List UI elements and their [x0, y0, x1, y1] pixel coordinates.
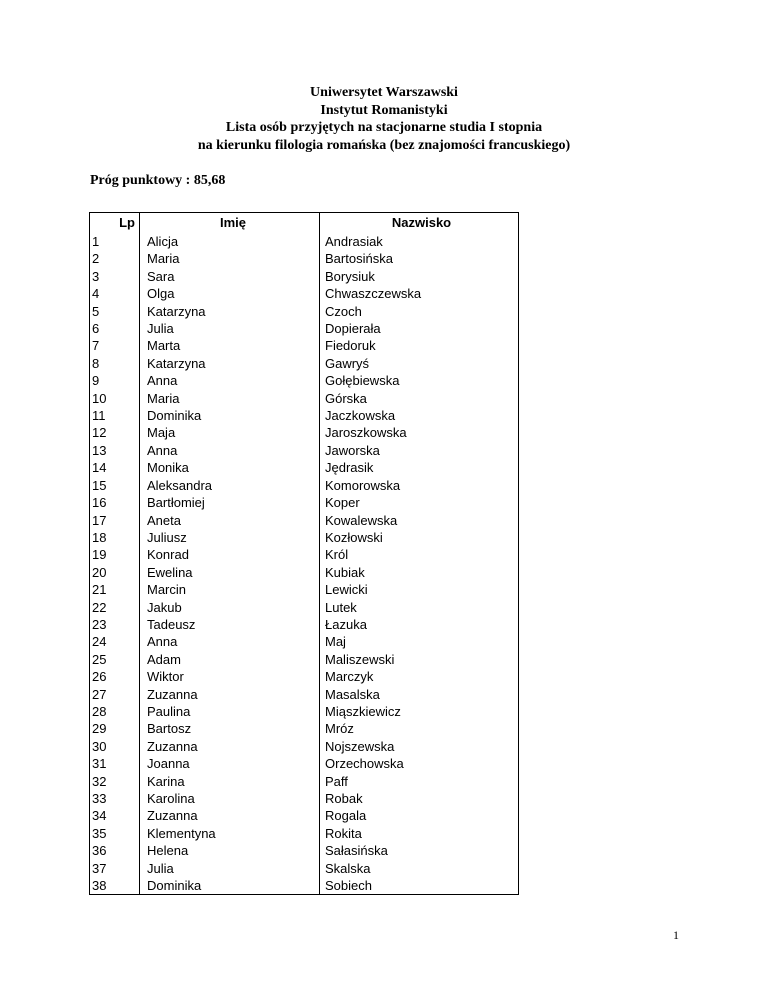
last-name: Fiedoruk: [320, 337, 519, 354]
first-name: Monika: [140, 459, 320, 476]
row-number: 10: [90, 390, 140, 407]
last-name: Masalska: [320, 686, 519, 703]
last-name: Czoch: [320, 303, 519, 320]
table-row: [90, 512, 519, 529]
table-row: [90, 877, 519, 895]
last-name: Chwaszczewska: [320, 285, 519, 302]
first-name: Maria: [140, 390, 320, 407]
admitted-students-table: [89, 212, 519, 895]
first-name: Marta: [140, 337, 320, 354]
table-row: [90, 459, 519, 476]
row-number: 28: [90, 703, 140, 720]
first-name: Adam: [140, 651, 320, 668]
last-name: Jaroszkowska: [320, 424, 519, 441]
last-name: Bartosińska: [320, 250, 519, 267]
first-name: Karolina: [140, 790, 320, 807]
row-number: 20: [90, 564, 140, 581]
last-name: Kozłowski: [320, 529, 519, 546]
row-number: 17: [90, 512, 140, 529]
row-number: 11: [90, 407, 140, 424]
row-number: 36: [90, 842, 140, 859]
table-header-row: [90, 213, 519, 234]
last-name: Nojszewska: [320, 738, 519, 755]
row-number: 29: [90, 720, 140, 737]
last-name: Miąszkiewicz: [320, 703, 519, 720]
first-name: Anna: [140, 633, 320, 650]
table-row: [90, 442, 519, 459]
university-name: Uniwersytet Warszawski: [310, 85, 458, 100]
row-number: 22: [90, 599, 140, 616]
table-row: [90, 668, 519, 685]
last-name: Marczyk: [320, 668, 519, 685]
first-name: Tadeusz: [140, 616, 320, 633]
first-name: Jakub: [140, 599, 320, 616]
table-row: [90, 860, 519, 877]
table-row: [90, 651, 519, 668]
first-name: Julia: [140, 860, 320, 877]
table-row: [90, 494, 519, 511]
first-name: Anna: [140, 442, 320, 459]
score-threshold: Próg punktowy : 85,68: [90, 173, 226, 188]
first-name: Katarzyna: [140, 303, 320, 320]
last-name: Andrasiak: [320, 233, 519, 250]
table-row: [90, 250, 519, 267]
table-row: [90, 337, 519, 354]
row-number: 24: [90, 633, 140, 650]
row-number: 1: [90, 233, 140, 250]
last-name: Rokita: [320, 825, 519, 842]
last-name: Rogala: [320, 807, 519, 824]
row-number: 37: [90, 860, 140, 877]
first-name: Bartosz: [140, 720, 320, 737]
table-row: [90, 790, 519, 807]
last-name: Kubiak: [320, 564, 519, 581]
last-name: Jędrasik: [320, 459, 519, 476]
table-row: [90, 233, 519, 250]
first-name: Aneta: [140, 512, 320, 529]
first-name: Zuzanna: [140, 686, 320, 703]
row-number: 4: [90, 285, 140, 302]
last-name: Gołębiewska: [320, 372, 519, 389]
table-row: [90, 807, 519, 824]
list-subtitle: na kierunku filologia romańska (bez znajomości francuskiego): [197, 137, 571, 153]
table-row: [90, 686, 519, 703]
row-number: 8: [90, 355, 140, 372]
table-row: [90, 581, 519, 598]
first-name: Joanna: [140, 755, 320, 772]
last-name: Lewicki: [320, 581, 519, 598]
first-name: Juliusz: [140, 529, 320, 546]
row-number: 18: [90, 529, 140, 546]
last-name: Sałasińska: [320, 842, 519, 859]
first-name: Dominika: [140, 407, 320, 424]
row-number: 32: [90, 773, 140, 790]
last-name: Dopierała: [320, 320, 519, 337]
table-row: [90, 633, 519, 650]
first-name: Maja: [140, 424, 320, 441]
table-row: [90, 529, 519, 546]
list-title: Lista osób przyjętych na stacjonarne studia I stopnia: [225, 120, 543, 135]
last-name: Komorowska: [320, 477, 519, 494]
page-number: 1: [673, 928, 679, 942]
table-row: [90, 773, 519, 790]
column-header-last-name: Nazwisko: [320, 213, 519, 234]
table-row: [90, 424, 519, 441]
table-row: [90, 372, 519, 389]
last-name: Lutek: [320, 599, 519, 616]
row-number: 12: [90, 424, 140, 441]
table-row: [90, 546, 519, 563]
row-number: 5: [90, 303, 140, 320]
table-row: [90, 303, 519, 320]
institute-name: Instytut Romanistyki: [320, 102, 448, 118]
first-name: Olga: [140, 285, 320, 302]
table-row: [90, 564, 519, 581]
table-row: [90, 285, 519, 302]
row-number: 27: [90, 686, 140, 703]
document-header: [0, 84, 768, 154]
row-number: 34: [90, 807, 140, 824]
table-row: [90, 407, 519, 424]
row-number: 15: [90, 477, 140, 494]
row-number: 31: [90, 755, 140, 772]
table-row: [90, 616, 519, 633]
last-name: Jaworska: [320, 442, 519, 459]
row-number: 2: [90, 250, 140, 267]
table-row: [90, 755, 519, 772]
last-name: Górska: [320, 390, 519, 407]
row-number: 21: [90, 581, 140, 598]
last-name: Kowalewska: [320, 512, 519, 529]
row-number: 14: [90, 459, 140, 476]
first-name: Klementyna: [140, 825, 320, 842]
first-name: Julia: [140, 320, 320, 337]
first-name: Paulina: [140, 703, 320, 720]
last-name: Mróz: [320, 720, 519, 737]
table-row: [90, 842, 519, 859]
table-row: [90, 268, 519, 285]
first-name: Helena: [140, 842, 320, 859]
last-name: Maliszewski: [320, 651, 519, 668]
row-number: 33: [90, 790, 140, 807]
row-number: 35: [90, 825, 140, 842]
row-number: 26: [90, 668, 140, 685]
last-name: Król: [320, 546, 519, 563]
table-row: [90, 390, 519, 407]
last-name: Paff: [320, 773, 519, 790]
row-number: 9: [90, 372, 140, 389]
column-header-first-name: Imię: [140, 213, 320, 234]
table-row: [90, 720, 519, 737]
last-name: Gawryś: [320, 355, 519, 372]
first-name: Katarzyna: [140, 355, 320, 372]
first-name: Maria: [140, 250, 320, 267]
table-row: [90, 825, 519, 842]
row-number: 30: [90, 738, 140, 755]
last-name: Łazuka: [320, 616, 519, 633]
row-number: 23: [90, 616, 140, 633]
row-number: 3: [90, 268, 140, 285]
first-name: Wiktor: [140, 668, 320, 685]
last-name: Skalska: [320, 860, 519, 877]
first-name: Karina: [140, 773, 320, 790]
first-name: Ewelina: [140, 564, 320, 581]
table-row: [90, 477, 519, 494]
first-name: Aleksandra: [140, 477, 320, 494]
last-name: Sobiech: [320, 877, 519, 895]
table-row: [90, 599, 519, 616]
last-name: Maj: [320, 633, 519, 650]
table-row: [90, 703, 519, 720]
last-name: Robak: [320, 790, 519, 807]
last-name: Koper: [320, 494, 519, 511]
table-row: [90, 738, 519, 755]
first-name: Marcin: [140, 581, 320, 598]
last-name: Orzechowska: [320, 755, 519, 772]
first-name: Sara: [140, 268, 320, 285]
first-name: Alicja: [140, 233, 320, 250]
first-name: Anna: [140, 372, 320, 389]
last-name: Jaczkowska: [320, 407, 519, 424]
first-name: Bartłomiej: [140, 494, 320, 511]
row-number: 7: [90, 337, 140, 354]
row-number: 13: [90, 442, 140, 459]
row-number: 19: [90, 546, 140, 563]
first-name: Konrad: [140, 546, 320, 563]
first-name: Zuzanna: [140, 807, 320, 824]
first-name: Zuzanna: [140, 738, 320, 755]
row-number: 25: [90, 651, 140, 668]
table-row: [90, 320, 519, 337]
row-number: 38: [90, 877, 140, 895]
row-number: 6: [90, 320, 140, 337]
table-row: [90, 355, 519, 372]
last-name: Borysiuk: [320, 268, 519, 285]
first-name: Dominika: [140, 877, 320, 895]
column-header-lp: Lp: [90, 213, 140, 234]
row-number: 16: [90, 494, 140, 511]
